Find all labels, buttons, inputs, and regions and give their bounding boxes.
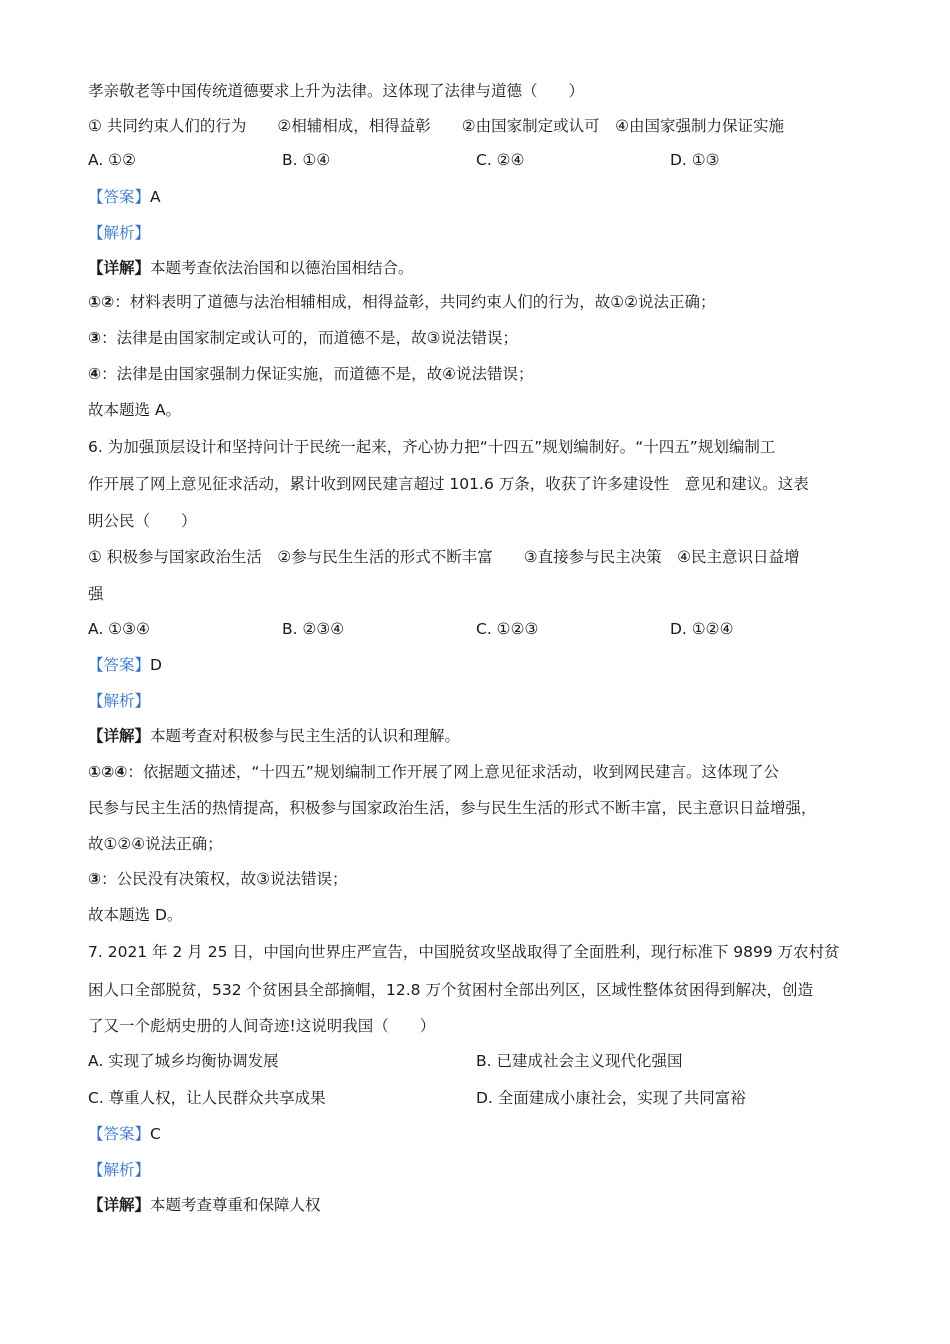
q5-analysis-label: 【解析】 bbox=[88, 224, 151, 242]
q7-stem-line-1: 7. 2021 年 2 月 25 日，中国向世界庄严宣告，中国脱贫攻坚战取得了全面胜利，现行标准下 9899 万农村贫 bbox=[88, 943, 840, 961]
q5-conclusion bbox=[88, 400, 181, 420]
detail-label: 【详解】 bbox=[88, 727, 151, 745]
q5-detail bbox=[88, 258, 414, 278]
detail-label: 【详解】 bbox=[88, 259, 151, 277]
reason-marks: ①② bbox=[88, 293, 115, 311]
reason-text: ：法律是由国家强制力保证实施，而道德不是，故④说法错误； bbox=[101, 365, 534, 383]
reason-marks: ③ bbox=[88, 870, 102, 888]
answer-label: 【答案】 bbox=[88, 1125, 151, 1143]
conclusion-value: D bbox=[154, 906, 167, 924]
q7-detail bbox=[88, 1195, 321, 1215]
conclusion-end: 。 bbox=[165, 401, 182, 419]
conclusion-end: 。 bbox=[166, 906, 183, 924]
conclusion-text: 故本题选 bbox=[88, 906, 155, 924]
q6-reason-1-line-2: 民参与民主生活的热情提高，积极参与国家政治生活，参与民生生活的形式不断丰富，民主意识日益增强， bbox=[88, 799, 817, 817]
q5-answer bbox=[88, 187, 161, 207]
q6-answer bbox=[88, 655, 162, 675]
q6-stem-line-3: 明公民（ ） bbox=[88, 512, 197, 530]
answer-value: A bbox=[150, 188, 161, 206]
q6-stem-line-1: 6. 为加强顶层设计和坚持问计于民统一起来，齐心协力把“十四五”规划编制好。“十四五”规划编制工 bbox=[88, 438, 776, 456]
q6-reason-1-line-1 bbox=[88, 762, 779, 782]
answer-value: D bbox=[150, 656, 162, 674]
q6-stem-line-2: 作开展了网上意见征求活动，累计收到网民建言超过 101.6 万条，收获了许多建设性 意见和建议。这表 bbox=[88, 475, 809, 493]
q5-statements: ① 共同约束人们的行为 ②相辅相成，相得益彰 ②由国家制定或认可 ④由国家强制力保证实施 bbox=[88, 117, 785, 135]
reason-text: ：公民没有决策权，故③说法错误； bbox=[101, 870, 348, 888]
q6-conclusion bbox=[88, 905, 182, 925]
answer-label: 【答案】 bbox=[88, 188, 151, 206]
q7-option-c: C. 尊重人权，让人民群众共享成果 bbox=[88, 1089, 326, 1107]
conclusion-text: 故本题选 bbox=[88, 401, 155, 419]
q5-option-c: C. ②④ bbox=[476, 151, 525, 169]
q6-option-c: C. ①②③ bbox=[476, 620, 539, 638]
detail-text: 本题考查依法治国和以德治国相结合。 bbox=[150, 259, 414, 277]
q5-reason-2 bbox=[88, 328, 518, 348]
q7-stem-line-3: 了又一个彪炳史册的人间奇迹!这说明我国（ ） bbox=[88, 1017, 436, 1035]
q6-detail bbox=[88, 726, 460, 746]
q5-stem-tail: 孝亲敬老等中国传统道德要求上升为法律。这体现了法律与道德（ ） bbox=[88, 82, 585, 100]
q7-analysis-label: 【解析】 bbox=[88, 1161, 151, 1179]
q7-answer bbox=[88, 1124, 161, 1144]
answer-label: 【答案】 bbox=[88, 656, 151, 674]
q5-reason-1 bbox=[88, 292, 716, 312]
q6-analysis-label: 【解析】 bbox=[88, 692, 151, 710]
q6-statements-line-1: ① 积极参与国家政治生活 ②参与民生生活的形式不断丰富 ③直接参与民主决策 ④民主意识日益增 bbox=[88, 548, 800, 566]
q7-option-b: B. 已建成社会主义现代化强国 bbox=[476, 1052, 683, 1070]
detail-text: 本题考查尊重和保障人权 bbox=[150, 1196, 321, 1214]
detail-label: 【详解】 bbox=[88, 1196, 151, 1214]
conclusion-value: A bbox=[154, 401, 166, 419]
reason-text: ：依据题文描述，“十四五”规划编制工作开展了网上意见征求活动，收到网民建言。这体现了公 bbox=[127, 763, 779, 781]
q5-option-d: D. ①③ bbox=[670, 151, 720, 169]
reason-marks: ④ bbox=[88, 365, 102, 383]
q6-reason-1-line-3: 故①②④说法正确； bbox=[88, 835, 223, 853]
q5-option-a: A. ①② bbox=[88, 151, 136, 169]
reason-text: ：材料表明了道德与法治相辅相成，相得益彰，共同约束人们的行为，故①②说法正确； bbox=[114, 293, 716, 311]
q7-stem-line-2: 困人口全部脱贫，532 个贫困县全部摘帽，12.8 万个贫困村全部出列区，区域性整体贫困得到解决，创造 bbox=[88, 981, 813, 999]
q6-option-d: D. ①②④ bbox=[670, 620, 734, 638]
q6-option-b: B. ②③④ bbox=[282, 620, 345, 638]
q5-reason-3 bbox=[88, 364, 534, 384]
answer-value: C bbox=[150, 1125, 161, 1143]
reason-marks: ①②④ bbox=[88, 763, 128, 781]
q7-option-d: D. 全面建成小康社会，实现了共同富裕 bbox=[476, 1089, 746, 1107]
q7-option-a: A. 实现了城乡均衡协调发展 bbox=[88, 1052, 279, 1070]
detail-text: 本题考查对积极参与民主生活的认识和理解。 bbox=[150, 727, 461, 745]
reason-text: ：法律是由国家制定或认可的，而道德不是，故③说法错误； bbox=[101, 329, 519, 347]
q6-statements-line-2: 强 bbox=[88, 585, 104, 603]
reason-marks: ③ bbox=[88, 329, 102, 347]
q6-option-a: A. ①③④ bbox=[88, 620, 150, 638]
q6-reason-2 bbox=[88, 869, 348, 889]
q5-option-b: B. ①④ bbox=[282, 151, 331, 169]
